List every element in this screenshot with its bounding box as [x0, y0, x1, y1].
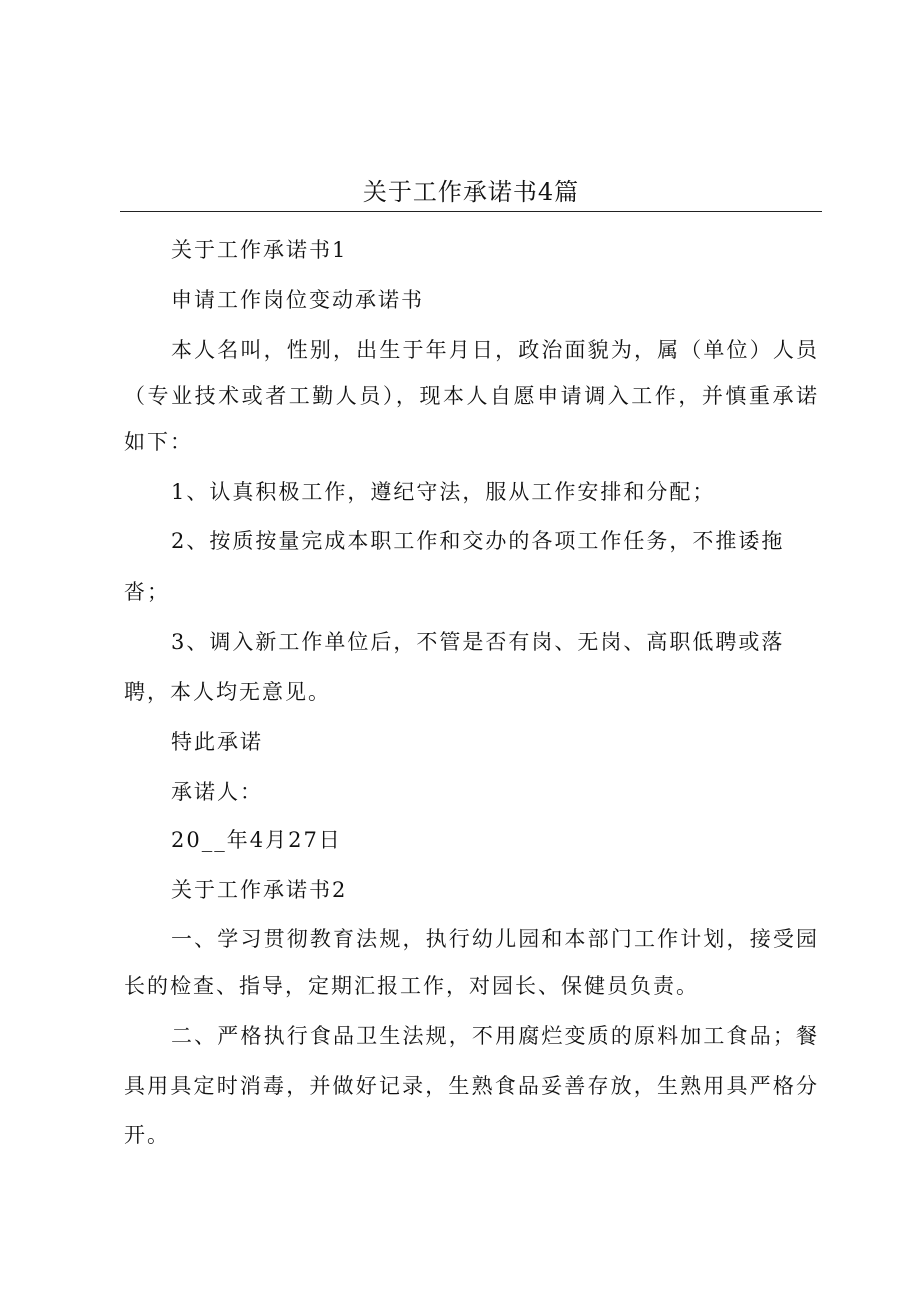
- section-heading-2: 关于工作承诺书2: [171, 878, 348, 902]
- list-item: 3、调入新工作单位后，不管是否有岗、无岗、高职低聘或落: [171, 630, 785, 654]
- list-item: 1、认真积极工作，遵纪守法，服从工作安排和分配；: [171, 480, 716, 504]
- section-heading-1: 关于工作承诺书1: [171, 238, 348, 262]
- list-item: 2、按质按量完成本职工作和交办的各项工作任务，不推诿拖: [171, 529, 785, 553]
- title-underline: [120, 211, 822, 212]
- list-item-continuation: 沓；: [124, 580, 170, 604]
- signatory-line: 承诺人：: [171, 780, 263, 804]
- paragraph-line: 开。: [124, 1123, 170, 1147]
- paragraph-line: （专业技术或者工勤人员），现本人自愿申请调入工作，并慎重承诺: [124, 384, 819, 408]
- list-item-continuation: 聘，本人均无意见。: [124, 680, 331, 704]
- paragraph-line: 长的检查、指导，定期汇报工作，对园长、保健员负责。: [124, 974, 699, 998]
- date-line: 20__年4月27日: [171, 828, 342, 852]
- paragraph-line: 二、严格执行食品卫生法规，不用腐烂变质的原料加工食品；餐: [171, 1024, 819, 1048]
- paragraph-line: 本人名叫，性别，出生于年月日，政治面貌为，属（单位）人员: [171, 338, 819, 362]
- document-title: 关于工作承诺书4篇: [362, 178, 580, 206]
- paragraph-line: 如下：: [124, 430, 193, 454]
- closing-line: 特此承诺: [171, 730, 263, 754]
- paragraph-line: 一、学习贯彻教育法规，执行幼儿园和本部门工作计划，接受园: [171, 927, 819, 951]
- subheading: 申请工作岗位变动承诺书: [171, 288, 424, 312]
- paragraph-line: 具用具定时消毒，并做好记录，生熟食品妥善存放，生熟用具严格分: [124, 1074, 819, 1098]
